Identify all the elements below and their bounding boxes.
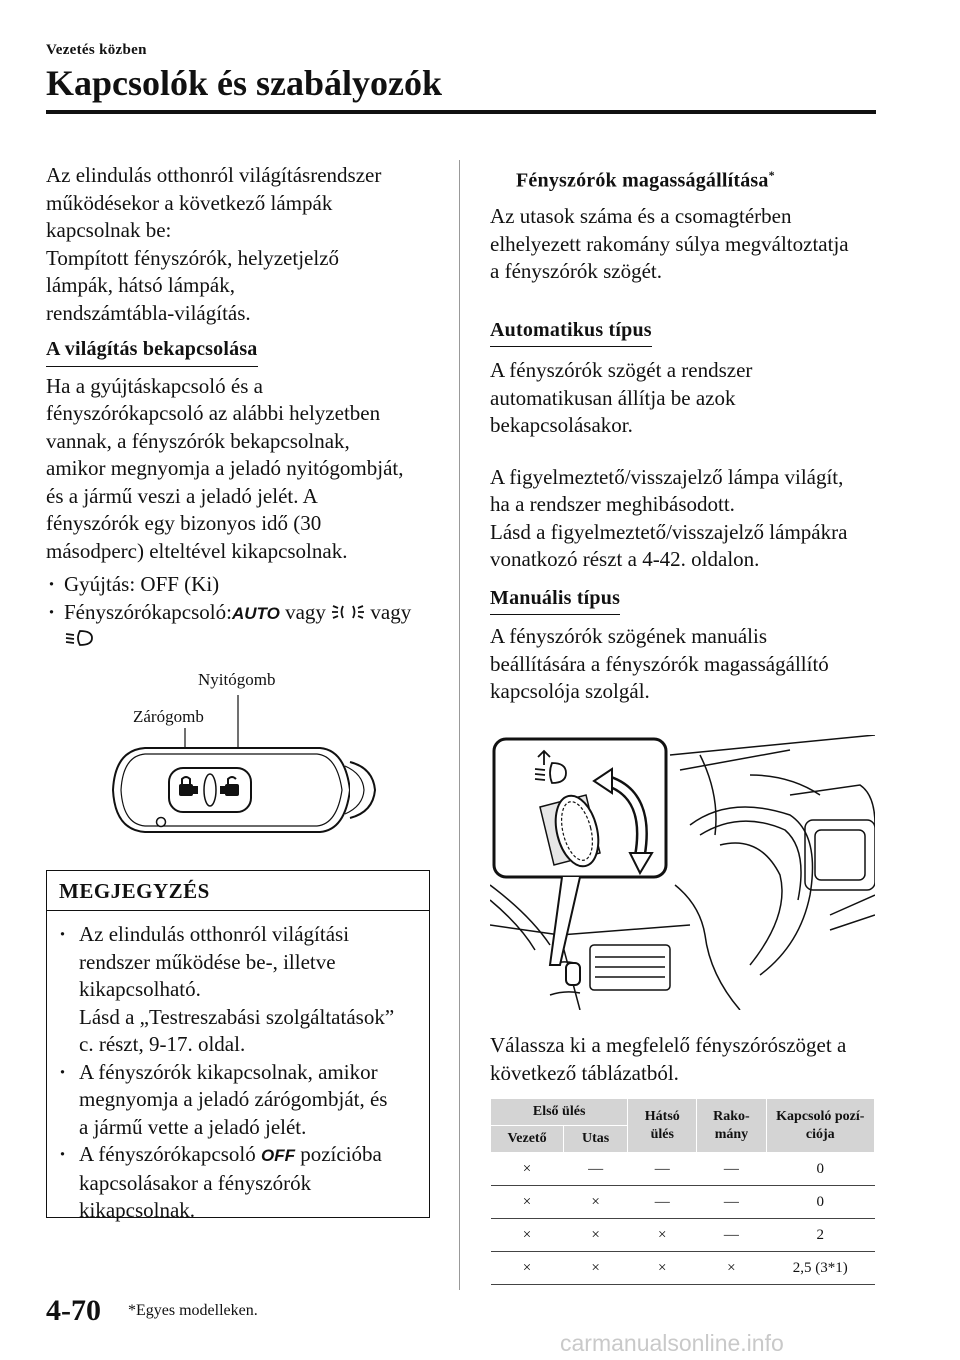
note-line: kapcsolásakor a fényszórók	[79, 1170, 312, 1195]
para-line: ha a rendszer meghibásodott.	[490, 492, 735, 517]
auto-icon: AUTO	[231, 603, 280, 623]
table-cell: 2,5 (3*1)	[766, 1252, 874, 1285]
note-line: · A fényszórók kikapcsolnak, amikor	[79, 1059, 378, 1084]
table-cell: ×	[491, 1252, 564, 1285]
intro-line: lámpák, hátsó lámpák,	[46, 273, 235, 297]
title-rule	[46, 110, 876, 114]
heading-text: Fényszórók magasságállítása	[516, 169, 769, 192]
intro-line: Az elindulás otthonról világításrendszer	[46, 163, 382, 187]
key-fob-illustration	[105, 690, 385, 850]
note-line: rendszer működése be-, illetve	[79, 949, 336, 974]
table-row	[491, 1252, 875, 1285]
th-rear-seat: Hátsó ülés	[628, 1099, 697, 1153]
note-line: a jármű vette a jeladó jelét.	[79, 1114, 307, 1139]
left-column	[46, 162, 446, 655]
table-cell: ×	[628, 1252, 697, 1285]
para-line: A fényszórók szögének manuális	[490, 624, 768, 649]
para-line: A fényszórók szögét a rendszer	[490, 358, 753, 383]
table-cell: ×	[564, 1186, 628, 1219]
label-lock-button: Zárógomb	[133, 707, 204, 726]
parking-light-icon	[331, 603, 365, 621]
table-cell: 0	[766, 1186, 874, 1219]
table-cell: —	[564, 1153, 628, 1186]
off-icon: OFF	[260, 1146, 295, 1165]
right-column	[490, 162, 880, 706]
note-line: c. részt, 9-17. oldal.	[79, 1032, 246, 1056]
watermark: carmanualsonline.info	[560, 1330, 784, 1356]
para-line: következő táblázatból.	[490, 1060, 679, 1085]
angle-table	[490, 1098, 875, 1285]
bullet-prefix: Fényszórókapcsoló:	[64, 599, 232, 624]
or-word: vagy	[285, 599, 326, 624]
note-title: MEGJEGYZÉS	[47, 871, 429, 911]
para-line: amikor megnyomja a jeladó nyitógombját,	[46, 456, 404, 480]
or-word: vagy	[370, 599, 412, 624]
para-line: Az utasok száma és a csomagtérben	[490, 204, 792, 229]
para-line: fényszórók egy bizonyos idő (30	[46, 511, 322, 535]
note-text: pozícióba	[300, 1142, 382, 1166]
table-row	[491, 1153, 875, 1186]
note-line: megnyomja a jeladó zárógombját, és	[79, 1087, 388, 1111]
table-cell: ×	[564, 1252, 628, 1285]
heading-lighting-on: A világítás bekapcsolása	[46, 336, 258, 367]
th-front-seat: Első ülés	[491, 1099, 628, 1126]
heading-mark: *	[768, 168, 775, 182]
heading-automatic: Automatikus típus	[490, 317, 652, 348]
page-title: Kapcsolók és szabályozók	[46, 63, 443, 103]
table-row	[491, 1186, 875, 1219]
th-load: Rako- mány	[697, 1099, 766, 1153]
table-cell: ×	[564, 1219, 628, 1252]
para-line: fényszórókapcsoló az alábbi helyzetben	[46, 401, 381, 425]
headlight-icon-line	[46, 627, 446, 655]
table-cell: —	[628, 1153, 697, 1186]
note-item	[57, 1141, 419, 1225]
table-cell: ×	[697, 1252, 766, 1285]
para-line: A figyelmeztető/visszajelző lámpa világít,	[490, 464, 844, 489]
bullet-headlight-switch	[46, 599, 446, 628]
table-cell: ×	[491, 1186, 564, 1219]
note-line: kikapcsolható.	[79, 977, 201, 1001]
th-passenger: Utas	[564, 1126, 628, 1153]
table-cell: ×	[491, 1153, 564, 1186]
para-line: automatikusan állítja be azok	[490, 385, 736, 410]
column-divider	[459, 160, 460, 1290]
note-item	[57, 1059, 419, 1142]
select-paragraph	[490, 1032, 880, 1087]
note-item	[57, 921, 419, 1059]
leveling-dial-illustration	[490, 735, 875, 1010]
table-cell: ×	[491, 1219, 564, 1252]
para-line: vannak, a fényszórók bekapcsolnak,	[46, 428, 350, 453]
table-cell: —	[697, 1186, 766, 1219]
heading-leveling	[490, 162, 880, 195]
para-line: kapcsolója szolgál.	[490, 679, 650, 704]
table-cell: —	[697, 1219, 766, 1252]
para-line: elhelyezett rakomány súlya megváltoztatja	[490, 231, 849, 256]
section-label: Vezetés közben	[46, 42, 147, 58]
th-switch-position: Kapcsoló pozí- ciója	[766, 1099, 874, 1153]
intro-line: működésekor a következő lámpák	[46, 190, 333, 215]
intro-line: Tompított fényszórók, helyzetjelző	[46, 245, 340, 270]
table-cell: —	[628, 1186, 697, 1219]
table-cell: 2	[766, 1219, 874, 1252]
heading-manual: Manuális típus	[490, 585, 620, 616]
para-line: bekapcsolásakor.	[490, 413, 633, 438]
th-driver: Vezető	[491, 1126, 564, 1153]
note-line: Lásd a „Testreszabási szolgáltatások”	[79, 1004, 395, 1029]
table-cell: —	[697, 1153, 766, 1186]
label-unlock-button: Nyitógomb	[198, 670, 276, 689]
para-line: a fényszórók szögét.	[490, 259, 663, 284]
para-line: másodperc) elteltével kikapcsolnak.	[46, 538, 348, 563]
low-beam-icon	[64, 629, 94, 647]
note-text: A fényszórókapcsoló	[79, 1142, 256, 1166]
note-box	[46, 870, 430, 1222]
footnote: *Egyes modelleken.	[128, 1302, 258, 1319]
para-line: és a jármű veszi a jeladó jelét. A	[46, 483, 318, 508]
table-cell: ×	[628, 1219, 697, 1252]
intro-line: kapcsolnak be:	[46, 218, 172, 242]
table-row	[491, 1219, 875, 1252]
bullet-ignition: · Gyújtás: OFF (Ki)	[46, 571, 446, 599]
intro-line: rendszámtábla-világítás.	[46, 300, 251, 325]
para-line: beállítására a fényszórók magasságállító	[490, 651, 829, 676]
para-line: Válassza ki a megfelelő fényszórószöget a	[490, 1033, 847, 1057]
para-line: vonatkozó részt a 4-42. oldalon.	[490, 547, 760, 572]
para-line: Lásd a figyelmeztető/visszajelző lámpákra	[490, 519, 848, 544]
page-number: 4-70	[46, 1294, 101, 1327]
note-line: kikapcsolnak.	[79, 1198, 196, 1222]
note-line	[79, 1141, 419, 1170]
note-line: · Az elindulás otthonról világítási	[79, 922, 350, 946]
para-line: Ha a gyújtáskapcsoló és a	[46, 373, 263, 398]
table-cell: 0	[766, 1153, 874, 1186]
